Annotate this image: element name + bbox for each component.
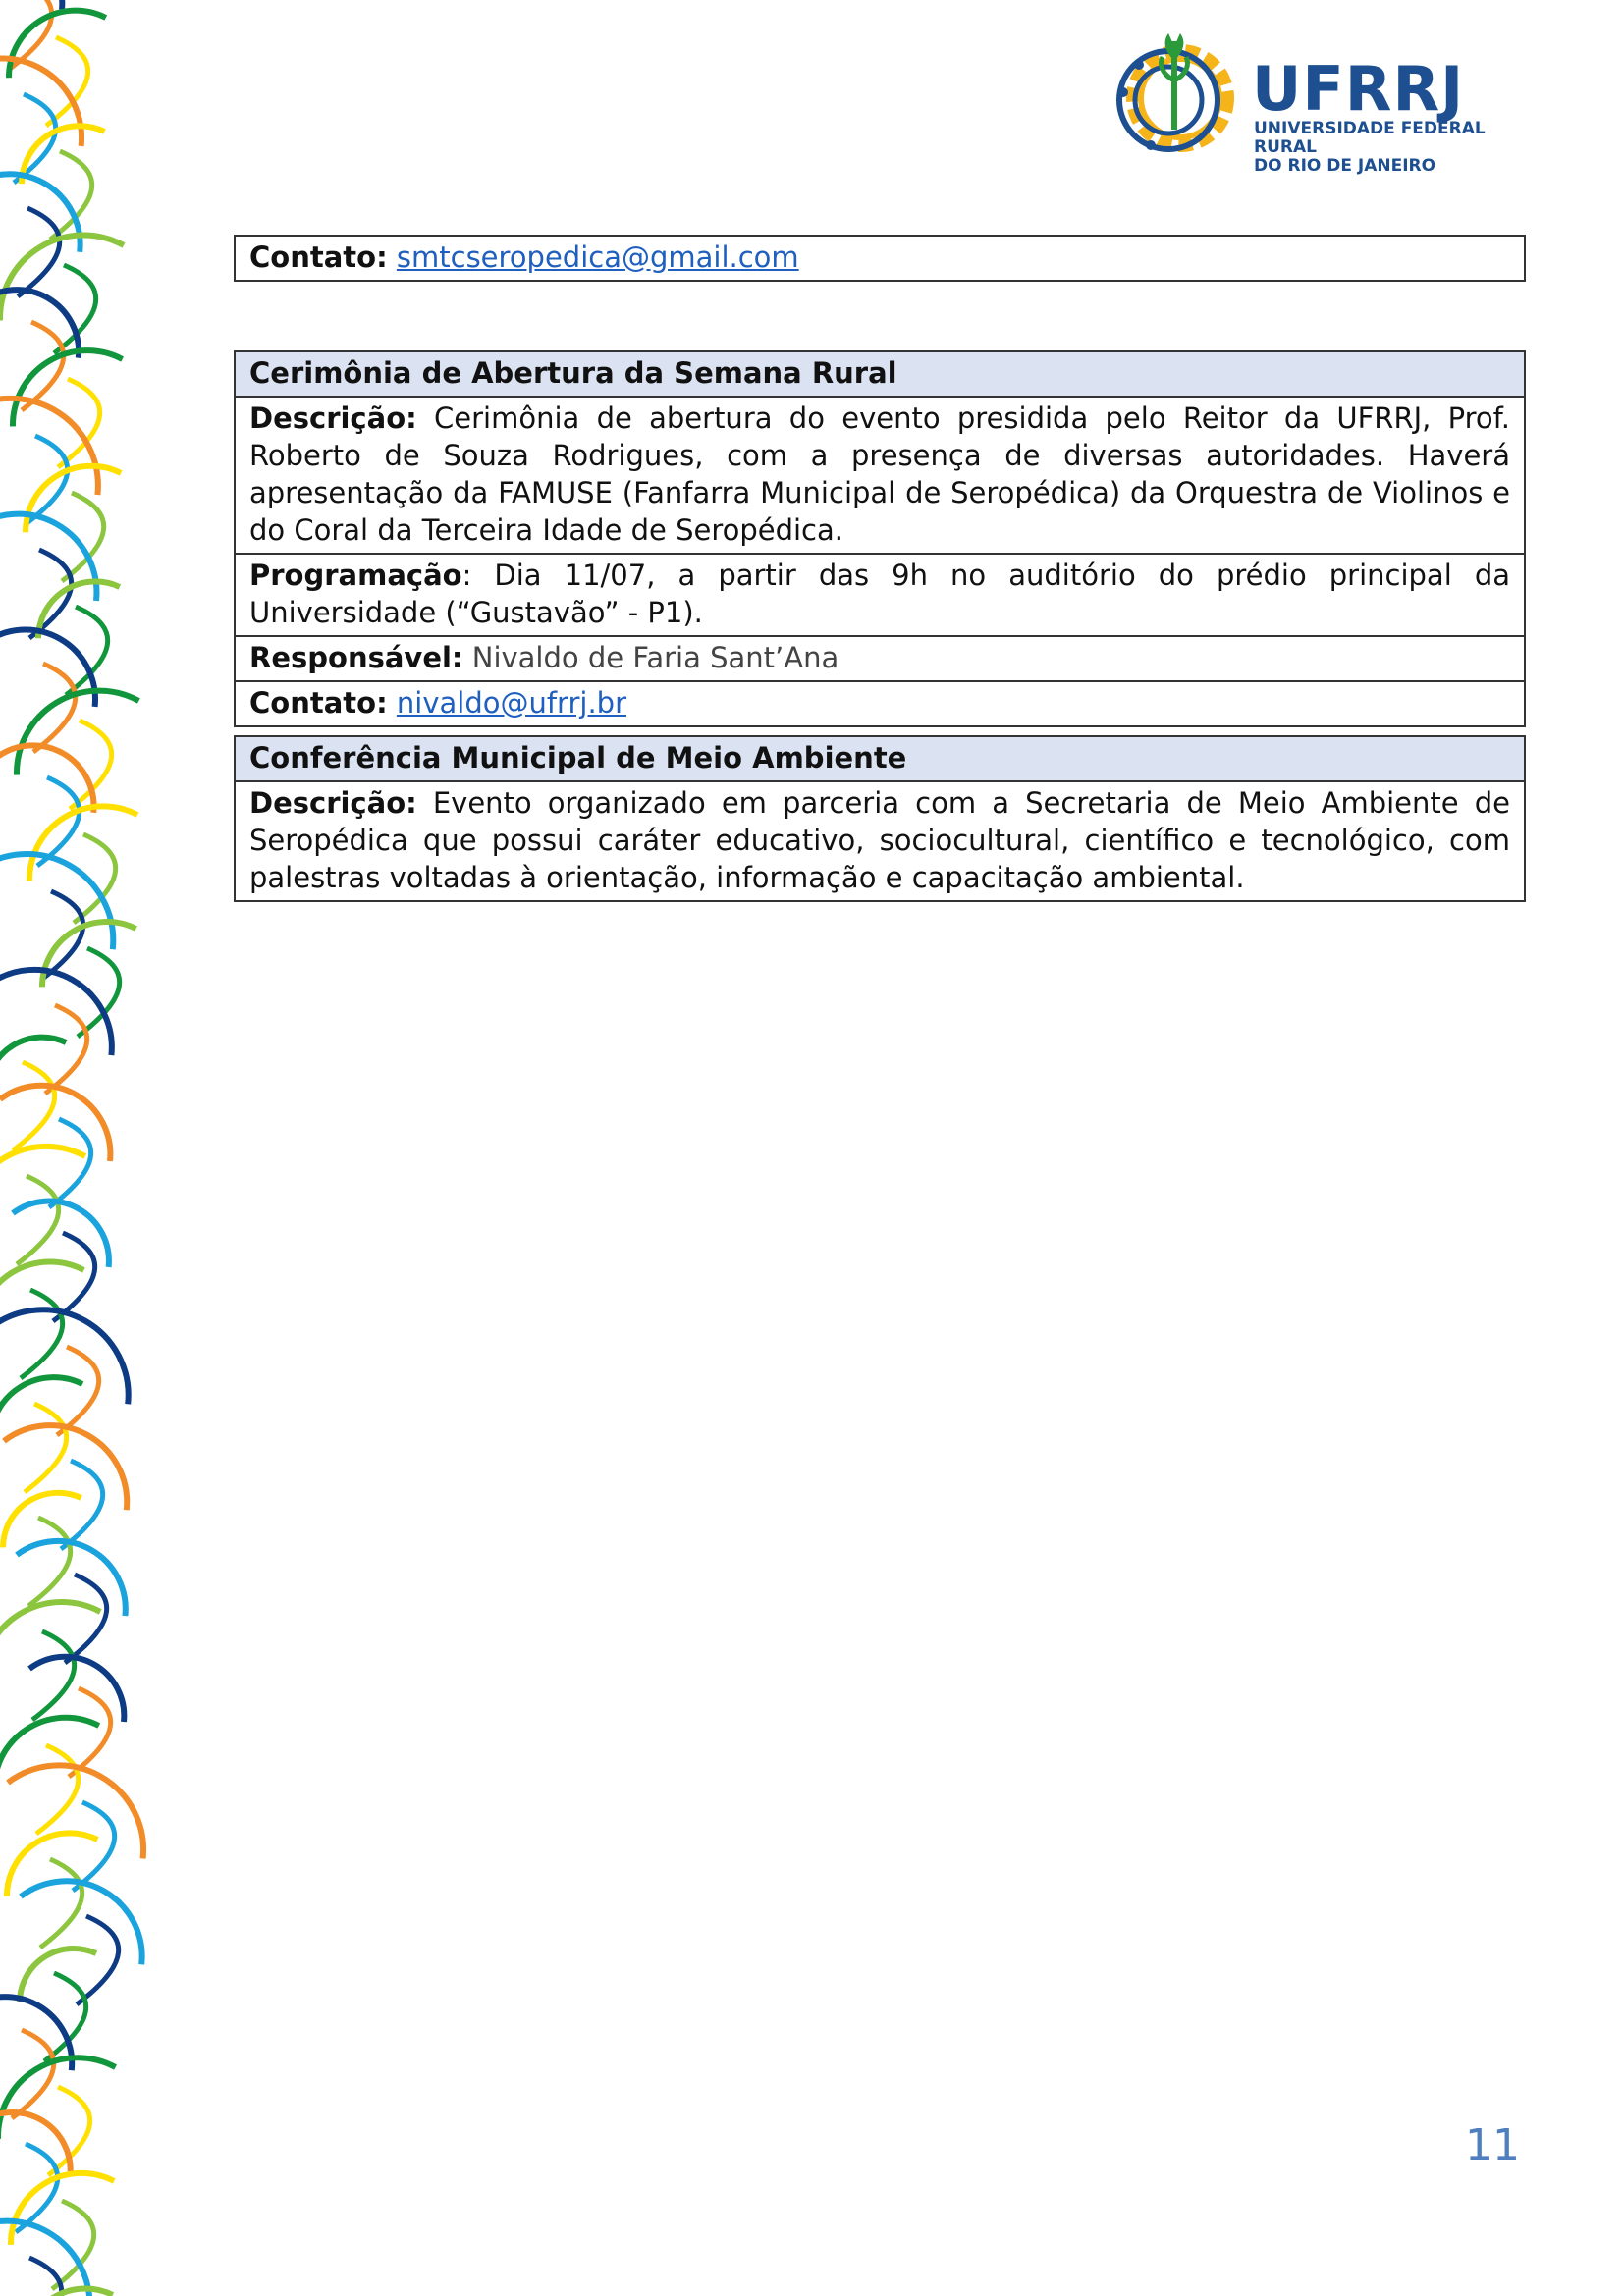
description-text: Cerimônia de abertura do evento presidida pelo Reitor da UFRRJ, Prof. Roberto de Souza Rodrigues, com a presença de diversas autoridades. Haverá apresentação da FAMUSE (Fanfarra Municipal de Seropédica) da Orquestra de Violinos e do Coral da Terceira Idade de Seropédica. xyxy=(249,401,1510,547)
event-table-opening-ceremony xyxy=(234,350,1526,727)
leaf-arc xyxy=(0,1262,83,1336)
contact-email-link[interactable]: smtcseropedica@gmail.com xyxy=(396,240,799,274)
leaf-arc xyxy=(32,1631,75,1720)
description-row xyxy=(236,780,1524,900)
leaf-arc xyxy=(24,2289,113,2296)
logo-subtitle xyxy=(1254,120,1522,176)
leaf-arc xyxy=(26,466,121,532)
leaf-arc xyxy=(42,922,136,987)
responsible-name: Nivaldo de Faria Sant’Ana xyxy=(471,641,839,674)
ufrrj-emblem-icon xyxy=(1110,22,1247,169)
responsible-label: Responsável: xyxy=(249,641,463,674)
schedule-label: Programação xyxy=(249,559,462,592)
leaf-arc xyxy=(18,208,60,296)
contact-table xyxy=(234,235,1526,282)
description-row xyxy=(236,396,1524,553)
leaf-arc xyxy=(8,1765,143,1858)
logo-subtitle-line2: DO RIO DE JANEIRO xyxy=(1254,156,1436,176)
leaf-arc xyxy=(9,11,106,79)
description-label: Descrição: xyxy=(249,401,417,435)
leaf-arc xyxy=(0,2057,116,2139)
leaf-arc xyxy=(40,1859,82,1948)
event-title: Cerimônia de Abertura da Semana Rural xyxy=(236,352,1524,396)
description-text: Evento organizado em parceria com a Secretaria de Meio Ambiente de Seropédica que possui caráter educativo, sociocultural, científico e tecnológico, com palestras voltadas à orientação, informação e capacitação ambiental. xyxy=(249,786,1510,894)
leaf-arc xyxy=(13,350,123,426)
leaf-arc xyxy=(14,94,56,183)
contact-row xyxy=(236,237,1524,280)
logo-subtitle-line1: UNIVERSIDADE FEDERAL RURAL xyxy=(1254,119,1486,157)
leaf-arc xyxy=(11,2173,114,2245)
leaf-arc xyxy=(36,1745,79,1834)
leaf-arc xyxy=(29,806,137,881)
event-title: Conferência Municipal de Meio Ambiente xyxy=(236,737,1524,780)
schedule-text: : Dia 11/07, a partir das 9h no auditório do prédio principal da Universidade (“Gustavão” - P1). xyxy=(249,559,1510,629)
leaf-arc xyxy=(21,1290,63,1378)
leaf-arc xyxy=(0,514,96,601)
leaf-arc xyxy=(13,1062,55,1150)
responsible-row xyxy=(236,635,1524,680)
decorative-leaf-border xyxy=(0,0,216,2296)
leaf-arc xyxy=(7,1833,97,1896)
contact-email-link[interactable]: nivaldo@ufrrj.br xyxy=(396,686,627,720)
leaf-arc xyxy=(28,1518,71,1606)
contact-row xyxy=(236,680,1524,725)
ufrrj-logo xyxy=(1110,22,1522,176)
contact-label: Contato: xyxy=(249,686,388,720)
schedule-row xyxy=(236,553,1524,635)
logo-name: UFRRJ xyxy=(1252,53,1465,125)
leaf-arc xyxy=(29,550,72,638)
leaf-arc xyxy=(33,664,76,752)
leaf-arc xyxy=(25,1404,67,1492)
leaf-arc xyxy=(17,1176,59,1264)
contact-label: Contato: xyxy=(249,240,388,274)
leaf-arc xyxy=(20,2258,62,2296)
page-number: 11 xyxy=(1465,2120,1520,2170)
description-label: Descrição: xyxy=(249,786,417,820)
event-table-environment-conference xyxy=(234,735,1526,902)
